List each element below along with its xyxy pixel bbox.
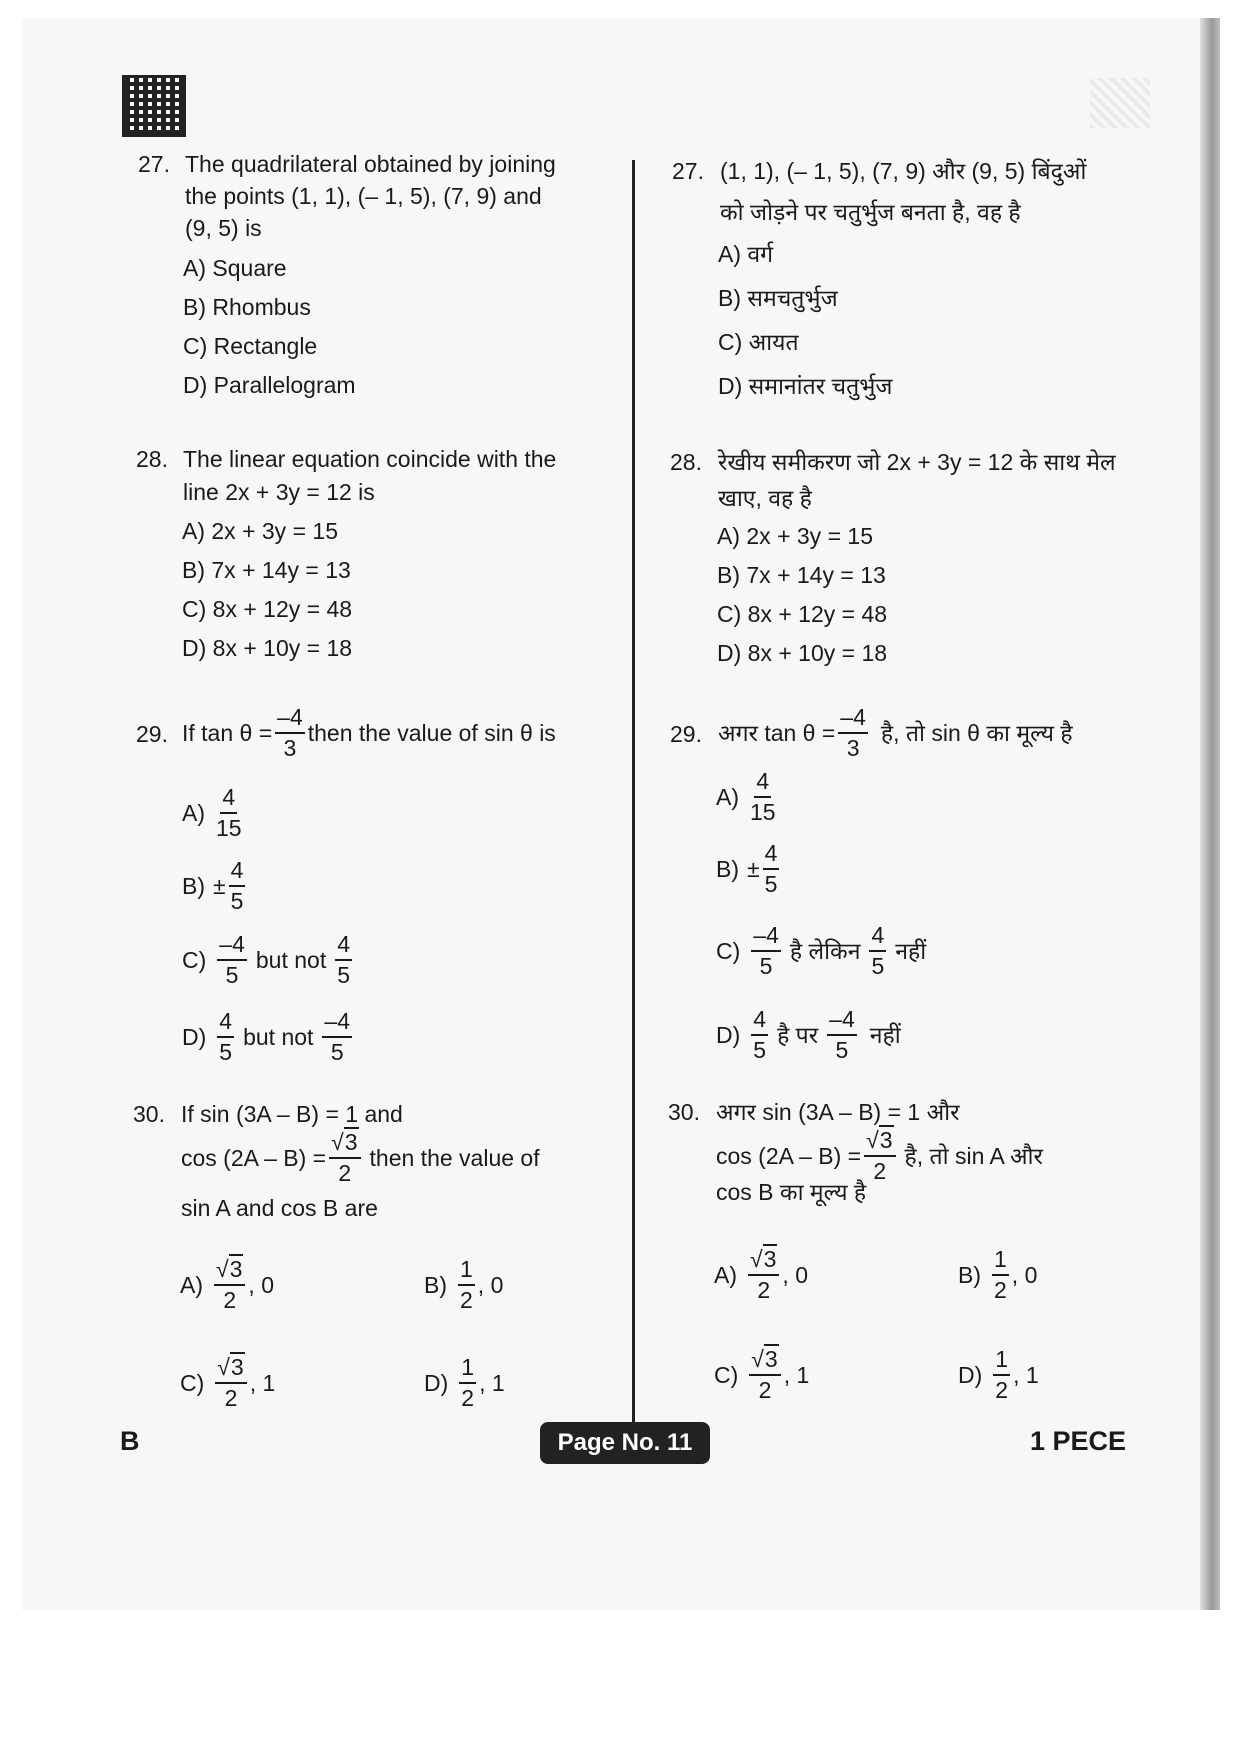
page-number-badge: Page No. 11 xyxy=(540,1422,710,1464)
fraction: $\frac{4}{5}$ xyxy=(230,857,244,914)
option-b: B) 7x + 14y = 13 xyxy=(717,562,886,588)
fraction: $\frac{-4}{5}$ xyxy=(324,1008,351,1065)
question-30-line-3: cos B का मूल्य है xyxy=(716,1179,867,1205)
fraction: $\frac{-4}{5}$ xyxy=(753,922,779,979)
fraction: $\frac{√3}{2}$ xyxy=(864,1129,895,1183)
exam-code: 1 PECE xyxy=(1030,1426,1127,1456)
option-d: D) $\frac{4}{5}$ but not $\frac{-4}{5}$ xyxy=(182,1008,351,1065)
fraction: $\frac{1}{2}$ xyxy=(994,1246,1007,1303)
fraction: $\frac{-4}{3}$ xyxy=(840,704,866,761)
question-27-line-2: को जोड़ने पर चतुर्भुज बनता है, वह है xyxy=(720,199,1021,225)
question-number: 27. xyxy=(138,151,170,177)
question-29-stem: अगर tan θ = $\frac{-4}{3}$ है, तो sin θ का मूल्य है xyxy=(718,704,1073,761)
option-a: A) $\frac{4}{15}$ xyxy=(182,784,242,841)
option-a: A) $\frac{4}{15}$ xyxy=(716,768,776,825)
question-number: 29. xyxy=(670,721,702,747)
fraction: $\frac{√3}{2}$ xyxy=(214,1258,245,1312)
question-30-line-3: sin A and cos B are xyxy=(181,1195,378,1221)
fraction: $\frac{4}{15}$ xyxy=(750,768,776,825)
option-d: D) Parallelogram xyxy=(183,372,356,398)
question-number: 29. xyxy=(136,721,168,747)
question-27-line-1: (1, 1), (– 1, 5), (7, 9) और (9, 5) बिंदुओं xyxy=(720,158,1087,184)
option-c: C) $\frac{√3}{2}$ , 1 xyxy=(180,1354,276,1411)
option-b: B) ± $\frac{4}{5}$ xyxy=(182,857,244,914)
option-d: D) $\frac{1}{2}$ , 1 xyxy=(424,1354,505,1411)
fraction: $\frac{4}{5}$ xyxy=(219,1008,233,1065)
option-c: C) Rectangle xyxy=(183,333,318,359)
option-a: A) 2x + 3y = 15 xyxy=(717,523,873,549)
fraction: $\frac{4}{5}$ xyxy=(764,840,778,897)
option-a: A) Square xyxy=(183,255,287,281)
option-a: A) $\frac{√3}{2}$ , 0 xyxy=(180,1256,274,1313)
stem-text: If tan θ = xyxy=(182,720,273,746)
question-number: 30. xyxy=(668,1099,700,1125)
fraction: $\frac{-4}{5}$ xyxy=(219,931,245,988)
question-28-line-1: The linear equation coincide with the xyxy=(183,446,557,472)
question-27-line-2: the points (1, 1), (– 1, 5), (7, 9) and xyxy=(185,183,542,209)
option-b: B) ± $\frac{4}{5}$ xyxy=(716,840,778,897)
fraction: $\frac{1}{2}$ xyxy=(995,1346,1009,1403)
question-30-line-2: cos (2A – B) = $\frac{√3}{2}$ है, तो sin A और xyxy=(716,1127,1043,1184)
fraction: $\frac{√3}{2}$ xyxy=(329,1131,360,1185)
fraction: $\frac{1}{2}$ xyxy=(461,1354,475,1411)
option-b: B) 7x + 14y = 13 xyxy=(182,557,351,583)
fraction: $\frac{√3}{2}$ xyxy=(748,1248,779,1302)
question-number: 27. xyxy=(672,158,704,184)
option-c: C) आयत xyxy=(718,329,799,355)
question-28-line-2: खाए, वह है xyxy=(718,485,812,511)
question-number: 28. xyxy=(670,449,702,475)
fraction: $\frac{√3}{2}$ xyxy=(215,1356,246,1410)
option-a: A) 2x + 3y = 15 xyxy=(182,518,338,544)
option-b: B) Rhombus xyxy=(183,294,311,320)
question-28-line-1: रेखीय समीकरण जो 2x + 3y = 12 के साथ मेल xyxy=(718,449,1116,475)
option-c: C) 8x + 12y = 48 xyxy=(717,601,888,627)
fraction: $\frac{4}{15}$ xyxy=(216,784,242,841)
page-edge-shadow xyxy=(1200,18,1220,1610)
option-c: C) $\frac{√3}{2}$ , 1 xyxy=(714,1346,810,1403)
option-b: B) समचतुर्भुज xyxy=(718,285,838,311)
fraction: $\frac{√3}{2}$ xyxy=(749,1348,780,1402)
option-b: B) $\frac{1}{2}$ , 0 xyxy=(424,1256,504,1313)
option-d: D) 8x + 10y = 18 xyxy=(182,635,353,661)
option-d: D) $\frac{4}{5}$ है पर $\frac{-4}{5}$ नहीं xyxy=(716,1006,901,1063)
set-code: B xyxy=(120,1426,140,1456)
question-30-line-2: cos (2A – B) = $\frac{√3}{2}$ then the value of xyxy=(181,1129,540,1186)
question-number: 30. xyxy=(133,1101,165,1127)
question-28-line-2: line 2x + 3y = 12 is xyxy=(183,479,375,505)
stem-text: then the value of sin θ is xyxy=(307,720,556,746)
option-c: C) $\frac{-4}{5}$ but not $\frac{4}{5}$ xyxy=(182,931,351,988)
fraction: $\frac{-4}{5}$ xyxy=(829,1006,855,1063)
fraction: $\frac{4}{5}$ xyxy=(337,931,351,988)
fraction: $\frac{4}{5}$ xyxy=(753,1006,767,1063)
option-a: A) $\frac{√3}{2}$ , 0 xyxy=(714,1246,808,1303)
fraction: $\frac{4}{5}$ xyxy=(871,922,885,979)
option-a: A) वर्ग xyxy=(718,241,774,267)
option-d: D) 8x + 10y = 18 xyxy=(717,640,888,666)
option-c: C) $\frac{-4}{5}$ है लेकिन $\frac{4}{5}$ नहीं xyxy=(716,922,927,979)
option-c: C) 8x + 12y = 48 xyxy=(182,596,353,622)
question-27-line-1: The quadrilateral obtained by joining xyxy=(185,151,556,177)
option-d: D) समानांतर चतुर्भुज xyxy=(718,373,893,399)
question-number: 28. xyxy=(136,446,168,472)
question-27-line-3: (9, 5) is xyxy=(185,215,262,241)
option-b: B) $\frac{1}{2}$ , 0 xyxy=(958,1246,1038,1303)
question-30-line-1: If sin (3A – B) = 1 and xyxy=(181,1101,403,1127)
fraction: $\frac{1}{2}$ xyxy=(460,1256,473,1313)
option-d: D) $\frac{1}{2}$ , 1 xyxy=(958,1346,1039,1403)
question-30-line-1: अगर sin (3A – B) = 1 और xyxy=(716,1099,960,1125)
fraction: $\frac{-4}{3}$ xyxy=(277,704,303,761)
